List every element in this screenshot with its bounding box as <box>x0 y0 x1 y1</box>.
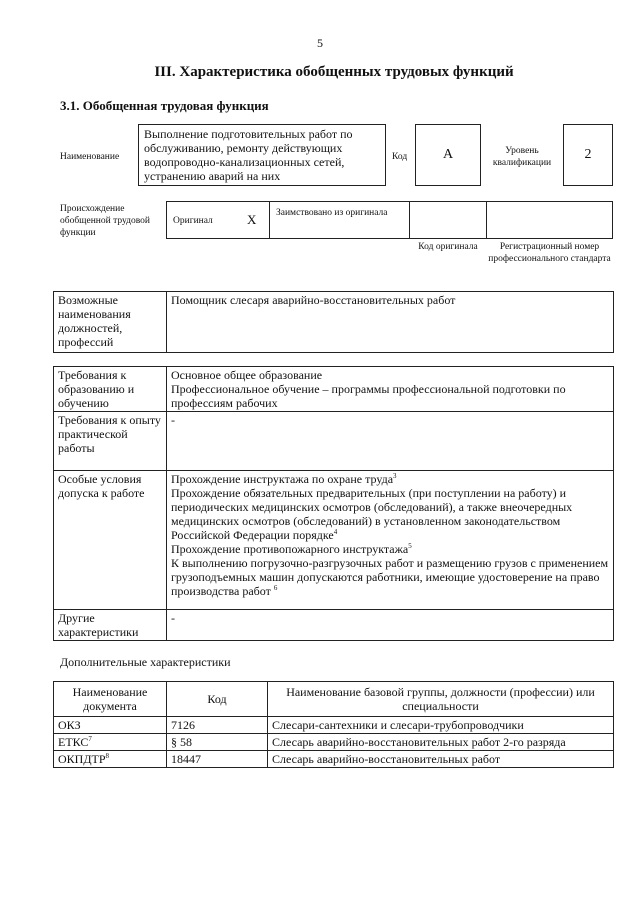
original-label: Оригинал <box>173 216 213 226</box>
table-row <box>54 471 614 610</box>
req-line: Прохождение инструктажа по охране труда$^3$ <box>171 472 397 486</box>
reg-number-cell <box>486 201 613 239</box>
doc-cell: ЕТКС$^7$ <box>54 734 167 751</box>
code-cell: 7126 <box>167 717 268 734</box>
level-label: Уровень квалификации <box>492 146 552 168</box>
name-cell: Слесарь аварийно-восстановительных работ <box>268 751 614 768</box>
name-cell: Слесари-сантехники и слесари-трубопроводчики <box>268 717 614 734</box>
table-row <box>54 734 614 751</box>
req-line: - <box>171 413 175 427</box>
name-value: Выполнение подготовительных работ по обслуживанию, ремонту действующих водопроводно-канализационных сетей, устранению аварий на них <box>138 124 386 186</box>
table-header-row <box>54 682 614 717</box>
code-original-cell <box>409 201 487 239</box>
positions-table <box>53 291 614 353</box>
reg-number-caption: Регистрационный номер профессионального стандарта <box>488 242 611 264</box>
positions-value: Помощник слесаря аварийно-восстановительных работ <box>167 292 614 353</box>
req-label: Особые условия допуска к работе <box>54 471 167 610</box>
column-header: Код <box>167 682 268 717</box>
req-line: - <box>171 611 175 625</box>
table-row <box>54 292 614 353</box>
req-line: Прохождение противопожарного инструктажа$^5$ <box>171 542 412 556</box>
table-row <box>54 751 614 768</box>
borrowed-label: Заимствовано из оригинала <box>269 201 410 239</box>
req-label: Другие характеристики <box>54 610 167 641</box>
req-value <box>167 412 614 471</box>
req-value <box>167 471 614 610</box>
code-cell: § 58 <box>167 734 268 751</box>
table-row <box>54 717 614 734</box>
additional-title: Дополнительные характеристики <box>60 655 231 669</box>
table-row <box>54 412 614 471</box>
additional-table <box>53 681 614 768</box>
column-header: Наименование базовой группы, должности (профессии) или специальности <box>268 682 614 717</box>
name-cell: Слесарь аварийно-восстановительных работ 2-го разряда <box>268 734 614 751</box>
positions-label: Возможные наименования должностей, профессий <box>54 292 167 353</box>
code-label: Код <box>392 152 408 162</box>
origin-original-cell <box>166 201 270 239</box>
code-original-caption: Код оригинала <box>418 242 478 252</box>
req-line: К выполнению погрузочно-разгрузочных работ и размещению грузов с применением грузоподъемных машин допускаются работники, имеющие удостоверение на право производства работ $^6$ <box>171 556 609 598</box>
req-label: Требования к опыту практической работы <box>54 412 167 471</box>
req-value <box>167 367 614 412</box>
doc-cell: ОКЗ <box>54 717 167 734</box>
column-header: Наименование документа <box>54 682 167 717</box>
page-number: 5 <box>317 36 323 50</box>
requirements-table <box>53 366 614 641</box>
req-line: Прохождение обязательных предварительных (при поступлении на работу) и периодических медицинских осмотров (обследований), а также внеочередных медицинских осмотров (обследований) в установленном законодательством Российской Федерации порядке$^4$ <box>171 486 573 542</box>
table-row <box>54 367 614 412</box>
req-line: Профессиональное обучение – программы профессиональной подготовки по профессиям рабочих <box>171 382 566 410</box>
table-row <box>54 610 614 641</box>
subsection-title: 3.1. Обобщенная трудовая функция <box>60 98 269 113</box>
original-mark: Х <box>247 212 257 227</box>
name-label: Наименование <box>60 152 120 162</box>
code-value: А <box>415 124 481 186</box>
origin-label: Происхождение обобщенной трудовой функции <box>60 204 150 238</box>
req-value <box>167 610 614 641</box>
req-label: Требования к образованию и обучению <box>54 367 167 412</box>
doc-cell: ОКПДТР$^8$ <box>54 751 167 768</box>
section-title: III. Характеристика обобщенных трудовых функций <box>154 64 514 80</box>
req-line: Основное общее образование <box>171 368 323 382</box>
code-cell: 18447 <box>167 751 268 768</box>
level-value: 2 <box>563 124 613 186</box>
